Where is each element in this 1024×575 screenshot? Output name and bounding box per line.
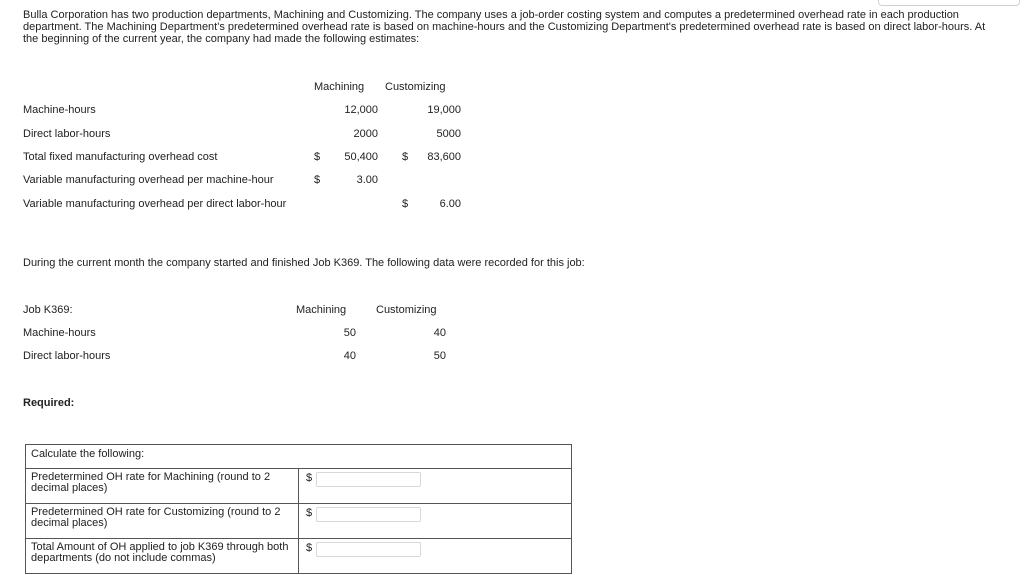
answer-cell	[299, 469, 572, 504]
job-col-customizing: Customizing	[376, 304, 437, 316]
dollar-sign: $	[306, 472, 313, 484]
dollar-sign: $	[306, 507, 313, 519]
estimates-col-machining: Machining	[314, 81, 365, 93]
job-machining-value: 40	[343, 350, 356, 362]
estimates-dollar: $	[314, 151, 321, 163]
answer-cell	[299, 539, 572, 574]
question-machining-rate: Predetermined OH rate for Machining (round to 2 decimal places)	[26, 469, 299, 504]
estimates-dollar: $	[402, 151, 409, 163]
required-label: Required:	[23, 397, 75, 409]
estimates-row-label: Variable manufacturing overhead per machine-hour	[23, 174, 274, 186]
estimates-customizing-value: 19,000	[427, 104, 461, 116]
job-row-label: Machine-hours	[23, 327, 96, 339]
question-total-overhead: Total Amount of OH applied to job K369 through both departments (do not include commas)	[26, 539, 299, 574]
estimates-row-label: Direct labor-hours	[23, 128, 111, 140]
estimates-machining-value: 2000	[353, 128, 378, 140]
answer-table-header: Calculate the following:	[26, 445, 572, 469]
problem-intro: Bulla Corporation has two production departments, Machining and Customizing. The company uses a job-order costing system and computes a predetermined overhead rate in each production department. The Machining Department's predetermined overhead rate is based on machine-hours and the Customizing Department's predetermined overhead rate is based on direct labor-hours. At the beginning of the current year, the company had made the following estimates:	[23, 9, 986, 45]
job-customizing-value: 50	[433, 350, 446, 362]
job-title: Job K369:	[23, 304, 73, 316]
job-intro: During the current month the company started and finished Job K369. The following data were recorded for this job:	[23, 257, 585, 269]
answer-cell	[299, 504, 572, 539]
estimates-dollar: $	[402, 198, 409, 210]
estimates-machining-value: 3.00	[356, 174, 378, 186]
estimates-row-label: Total fixed manufacturing overhead cost	[23, 151, 218, 163]
job-col-machining: Machining	[296, 304, 347, 316]
estimates-row-label: Variable manufacturing overhead per direct labor-hour	[23, 198, 287, 210]
dollar-sign: $	[306, 542, 313, 554]
top-tab-edge	[878, 0, 1020, 6]
question-customizing-rate: Predetermined OH rate for Customizing (round to 2 decimal places)	[26, 504, 299, 539]
estimates-row-label: Machine-hours	[23, 104, 96, 116]
answer-table	[25, 444, 572, 574]
estimates-machining-value: 12,000	[344, 104, 378, 116]
job-row-label: Direct labor-hours	[23, 350, 111, 362]
estimates-col-customizing: Customizing	[385, 81, 446, 93]
customizing-rate-input[interactable]	[316, 507, 421, 522]
estimates-customizing-value: 6.00	[439, 198, 461, 210]
machining-rate-input[interactable]	[316, 472, 421, 487]
job-customizing-value: 40	[433, 327, 446, 339]
total-overhead-input[interactable]	[316, 542, 421, 557]
estimates-customizing-value: 83,600	[427, 151, 461, 163]
estimates-machining-value: 50,400	[344, 151, 378, 163]
job-machining-value: 50	[343, 327, 356, 339]
estimates-dollar: $	[314, 174, 321, 186]
estimates-customizing-value: 5000	[436, 128, 461, 140]
